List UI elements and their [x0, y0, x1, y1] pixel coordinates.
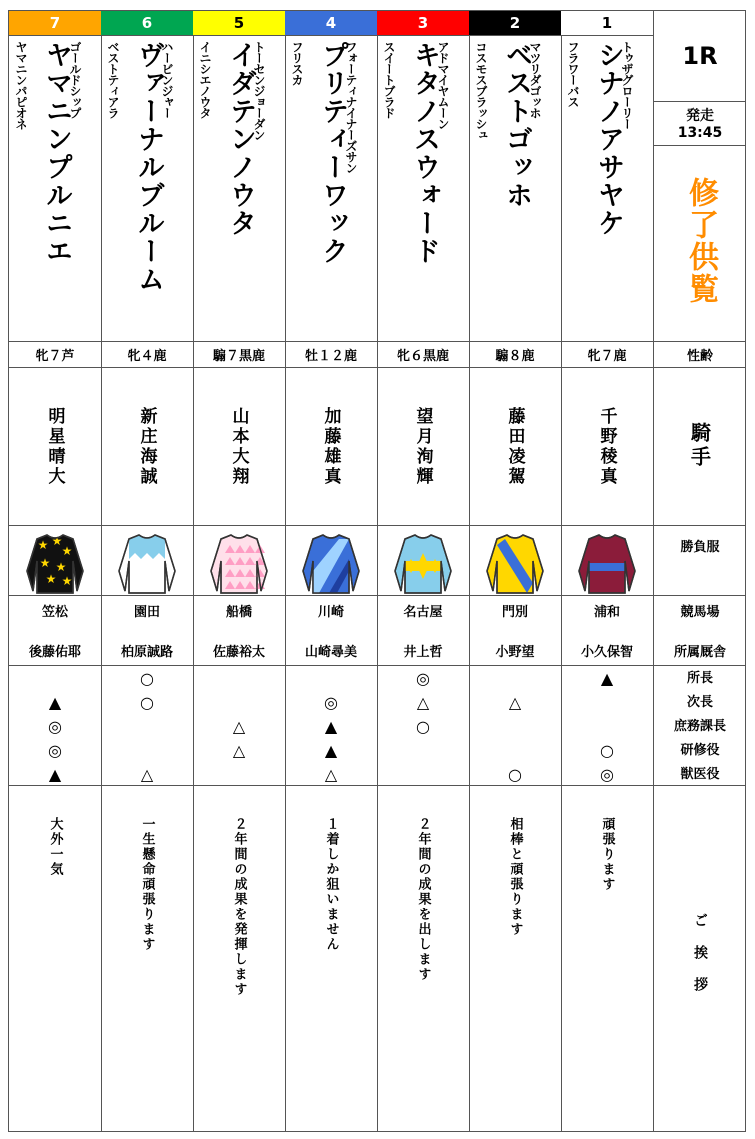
- prediction-mark: ○: [140, 669, 154, 688]
- jockey-name: 新庄海誠: [136, 407, 157, 487]
- svg-text:★: ★: [39, 556, 51, 570]
- race-card: [8, 10, 746, 1132]
- prediction-mark: ▲: [324, 717, 338, 736]
- venue-label: 競馬場: [680, 604, 720, 620]
- prediction-mark: ○: [600, 741, 614, 760]
- sire-name: アドマイヤムーン: [436, 41, 450, 129]
- jockey-box: [561, 407, 653, 487]
- prediction-mark: △: [324, 765, 338, 784]
- prediction-mark: △: [416, 693, 430, 712]
- stable: 小久保智: [580, 644, 633, 660]
- pink-triangles-icon: [207, 531, 271, 595]
- sire-name: ゴールドシップ: [68, 41, 82, 118]
- role-label: 研修役: [680, 743, 720, 758]
- comment-text: １着しか狙いません: [323, 817, 339, 952]
- prediction-mark: △: [140, 765, 154, 784]
- horse-column: [377, 11, 469, 1131]
- stable: 佐藤裕太: [212, 644, 265, 660]
- stable: 井上哲: [403, 644, 443, 660]
- start-time-box: [654, 101, 746, 146]
- jockey-box: [285, 407, 377, 487]
- svg-text:★: ★: [61, 574, 73, 588]
- prediction-mark: ▲: [48, 765, 62, 784]
- prediction-mark: ○: [508, 765, 522, 784]
- prediction-mark: ○: [416, 717, 430, 736]
- horse-column: [469, 11, 561, 1131]
- prediction-mark: △: [232, 741, 246, 760]
- event-title-box: [654, 171, 746, 311]
- venue: 浦和: [593, 604, 620, 620]
- dam-name: フリスカ: [290, 41, 304, 85]
- start-label: 発走: [686, 108, 714, 124]
- yellow-blue-sash-icon: [483, 531, 547, 595]
- venue: 園田: [133, 604, 160, 620]
- sex-age-label: 性齢: [686, 348, 713, 364]
- sire-name: トゥザグローリー: [620, 41, 634, 129]
- svg-text:★: ★: [45, 572, 57, 586]
- sex-age: 騸８鹿: [495, 348, 535, 364]
- horse-column: [285, 11, 377, 1131]
- sex-age: 騸７黒鹿: [212, 348, 265, 364]
- gate-number: 3: [377, 11, 469, 36]
- horse-name: シナノアサヤケ: [593, 41, 624, 237]
- jockey-name: 山本大翔: [228, 407, 249, 487]
- column-divider: [653, 11, 654, 1131]
- role-label: 次長: [686, 695, 713, 710]
- role-label: 所長: [686, 671, 713, 686]
- jockey-box: [469, 407, 561, 487]
- comment-text: 頑張ります: [599, 817, 615, 892]
- comment-text: ２年間の成果を発揮します: [231, 817, 247, 997]
- comment-box: [193, 817, 285, 997]
- jockey-box: [101, 407, 193, 487]
- stable: 小野望: [495, 644, 535, 660]
- sex-age: 牝７鹿: [587, 348, 627, 364]
- venue: 川崎: [317, 604, 344, 620]
- sire-name: マツリダゴッホ: [528, 41, 542, 118]
- dam-name: フラワーバス: [566, 41, 580, 107]
- stable: 柏原誠路: [120, 644, 173, 660]
- sex-age: 牝７芦: [35, 348, 75, 364]
- jockey-label-box: [654, 391, 746, 501]
- prediction-mark: △: [508, 693, 522, 712]
- horse-name: ベストゴッホ: [501, 41, 532, 209]
- horse-column: [561, 11, 653, 1131]
- prediction-mark: ▲: [324, 741, 338, 760]
- role-label: 庶務課長: [673, 719, 726, 734]
- comment-box: [9, 817, 101, 877]
- jockey-box: [9, 407, 101, 487]
- stable: 山崎尋美: [304, 644, 357, 660]
- lightblue-yellow-diamonds-icon: [391, 531, 455, 595]
- prediction-mark: ○: [140, 693, 154, 712]
- jockey-box: [193, 407, 285, 487]
- prediction-mark: ▲: [600, 669, 614, 688]
- svg-text:★: ★: [51, 534, 63, 548]
- stable: 後藤佑耶: [28, 644, 81, 660]
- comment-text: ２年間の成果を出します: [415, 817, 431, 982]
- horse-name: キタノスウォード: [409, 41, 440, 265]
- gate-number: 6: [101, 11, 193, 36]
- role-label: 獣医役: [680, 767, 720, 782]
- prediction-mark: ◎: [416, 669, 430, 688]
- jockey-name: 千野稜真: [596, 407, 617, 487]
- comment-box: [377, 817, 469, 982]
- prediction-mark: ◎: [48, 741, 62, 760]
- gate-number: 1: [561, 11, 653, 36]
- start-time: 13:45: [677, 125, 723, 141]
- white-lightblue-yoke-icon: [115, 531, 179, 595]
- jockey-name: 望月洵輝: [412, 407, 433, 487]
- jockey-name: 加藤雄真: [320, 407, 341, 487]
- horse-name: プリティーワック: [317, 41, 348, 265]
- sex-age: 牡１２鹿: [304, 348, 357, 364]
- greeting-box: [654, 891, 746, 1031]
- gate-number: 2: [469, 11, 561, 36]
- dam-name: コスモスブラッシュ: [474, 41, 488, 140]
- sex-age: 牝６黒鹿: [396, 348, 449, 364]
- jockey-name: 藤田凌駕: [504, 407, 525, 487]
- comment-box: [101, 817, 193, 952]
- comment-box: [285, 817, 377, 952]
- jockey-box: [377, 407, 469, 487]
- silks-label: 勝負服: [680, 539, 720, 555]
- horse-name: ヤマニンプルニエ: [41, 41, 72, 265]
- dam-name: イニシエノウタ: [198, 41, 212, 118]
- greeting: ご挨拶: [692, 913, 708, 1009]
- svg-text:★: ★: [37, 538, 49, 552]
- comment-box: [469, 817, 561, 937]
- race-number: 1R: [654, 11, 746, 102]
- prediction-mark: ▲: [48, 693, 62, 712]
- venue: 船橋: [225, 604, 252, 620]
- event-title: 修了供覧: [683, 177, 718, 305]
- stable-label: 所属厩舎: [673, 644, 726, 660]
- sex-age: 牝４鹿: [127, 348, 167, 364]
- prediction-mark: △: [232, 717, 246, 736]
- svg-text:★: ★: [61, 544, 73, 558]
- horse-column: [193, 11, 285, 1131]
- venue: 名古屋: [403, 604, 443, 620]
- prediction-mark: ◎: [600, 765, 614, 784]
- horse-name: イダテンノウタ: [225, 41, 256, 237]
- svg-text:★: ★: [55, 560, 67, 574]
- horse-column: [101, 11, 193, 1131]
- sire-name: フォーティナイナーズサン: [344, 41, 358, 173]
- horse-name: ヴァーナルブルーム: [133, 41, 164, 293]
- sire-name: トーセンジョーダン: [252, 41, 266, 140]
- gate-number: 7: [9, 11, 101, 36]
- gate-number: 4: [285, 11, 377, 36]
- venue: 門別: [501, 604, 528, 620]
- dam-name: ベストティアラ: [106, 41, 120, 118]
- black-yellow-stars-icon: [23, 531, 87, 595]
- comment-text: 大外一気: [47, 817, 63, 877]
- gate-number: 5: [193, 11, 285, 36]
- comment-text: 相棒と頑張ります: [507, 817, 523, 937]
- maroon-blue-band-icon: [575, 531, 639, 595]
- jockey-name: 明星晴大: [44, 407, 65, 487]
- blue-stripes-icon: [299, 531, 363, 595]
- comment-text: 一生懸命頑張ります: [139, 817, 155, 952]
- venue: 笠松: [41, 604, 68, 620]
- prediction-mark: ◎: [48, 717, 62, 736]
- dam-name: スイートブラド: [382, 41, 396, 118]
- sire-name: ハービンジャー: [160, 41, 174, 118]
- comment-box: [561, 817, 653, 892]
- prediction-mark: ◎: [324, 693, 338, 712]
- jockey-label: 騎手: [687, 422, 712, 470]
- horse-column: [9, 11, 101, 1131]
- dam-name: ヤマニンパピオネ: [14, 41, 28, 129]
